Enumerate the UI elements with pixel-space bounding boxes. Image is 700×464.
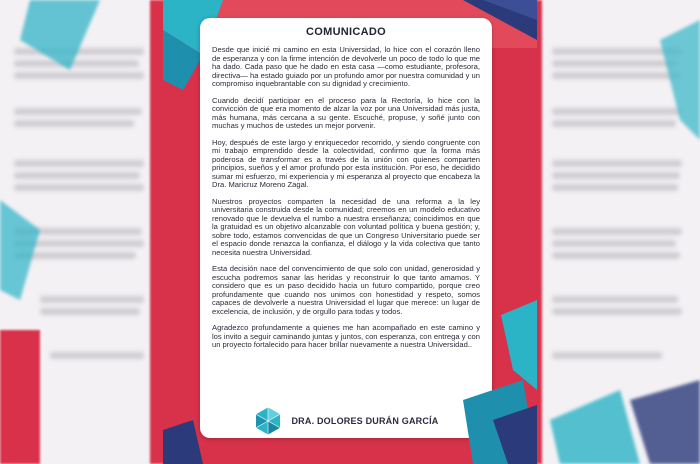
left-teal-shape <box>0 0 170 464</box>
left-blurred-background <box>0 0 170 464</box>
paragraph: Agradezco profundamente a quienes me han acompañado en este camino y los invito a seguir caminando juntas y juntos, con esperanza, con entrega y con un proyecto fortalecido para hacer brillar nuevamente a nuestra Universidad.. <box>212 323 480 349</box>
document-title: COMUNICADO <box>306 26 386 38</box>
poster <box>163 0 537 464</box>
right-teal-shape <box>530 0 700 464</box>
paragraph: Cuando decidí participar en el proceso para la Rectoría, lo hice con la convicción de que era momento de alzar la voz por una Universidad más justa, más humana, más cercana a su gente. Escuché, propuse, y soñé junto con muchas y muchos de ustedes un mejor porvenir. <box>212 95 480 130</box>
signature-name: DRA. DOLORES DURÁN GARCÍA <box>291 416 439 426</box>
paragraph: Desde que inicié mi camino en esta Universidad, lo hice con el corazón lleno de esperanza y con la firme intención de devolverle un poco de todo lo que me ha dado. Cada paso que he dado en esta casa —como estudiante, profesora, directiva— ha estado guiado por un profundo amor por nuestra comunidad y un compromiso inquebrantable con su dignidad y crecimiento. <box>212 45 480 88</box>
paragraph: Esta decisión nace del convencimiento de que solo con unidad, generosidad y escucha podremos sanar las heridas y reconstruir lo que tanto amamos. Y considero que es un paso decidido hacia un futuro compartido, porque creo profundamente que cuando nos unimos con honestidad y respeto, somos capaces de devolverle a nuestra Universidad el lugar que merece: un lugar de excelencia, de inclusión, y de orgullo para todas y todos. <box>212 264 480 316</box>
decorative-shapes-bottom <box>163 0 537 464</box>
paragraph: Nuestros proyectos comparten la necesidad de una reforma a la ley universitaria construida desde la comunidad; creemos en un modelo educativo renovado que le devuelva el rumbo a nuestra enseñanza; coincidimos en que la gratuidad es un objetivo alcanzable con voluntad política y buena gestión; y, sobre todo, estamos convencidas de que un Congreso Universitario puede ser el espacio donde renazca la confianza, el diálogo y la vida colectiva que tanto necesita nuestra Universidad. <box>212 196 480 257</box>
right-blurred-background <box>530 0 700 464</box>
paragraph: Hoy, después de este largo y enriquecedor recorrido, y siendo congruente con mi trabajo emprendido desde la colectividad, confirmo que la forma más poderosa de transformar es a través de la unión con quienes comparten principios, sueños y el amor profundo por esta institución. Por eso, he decidido sumar mi esfuerzo, mi experiencia y mi esperanza al proyecto que encabeza la Dra. Maricruz Moreno Zagal. <box>212 137 480 189</box>
